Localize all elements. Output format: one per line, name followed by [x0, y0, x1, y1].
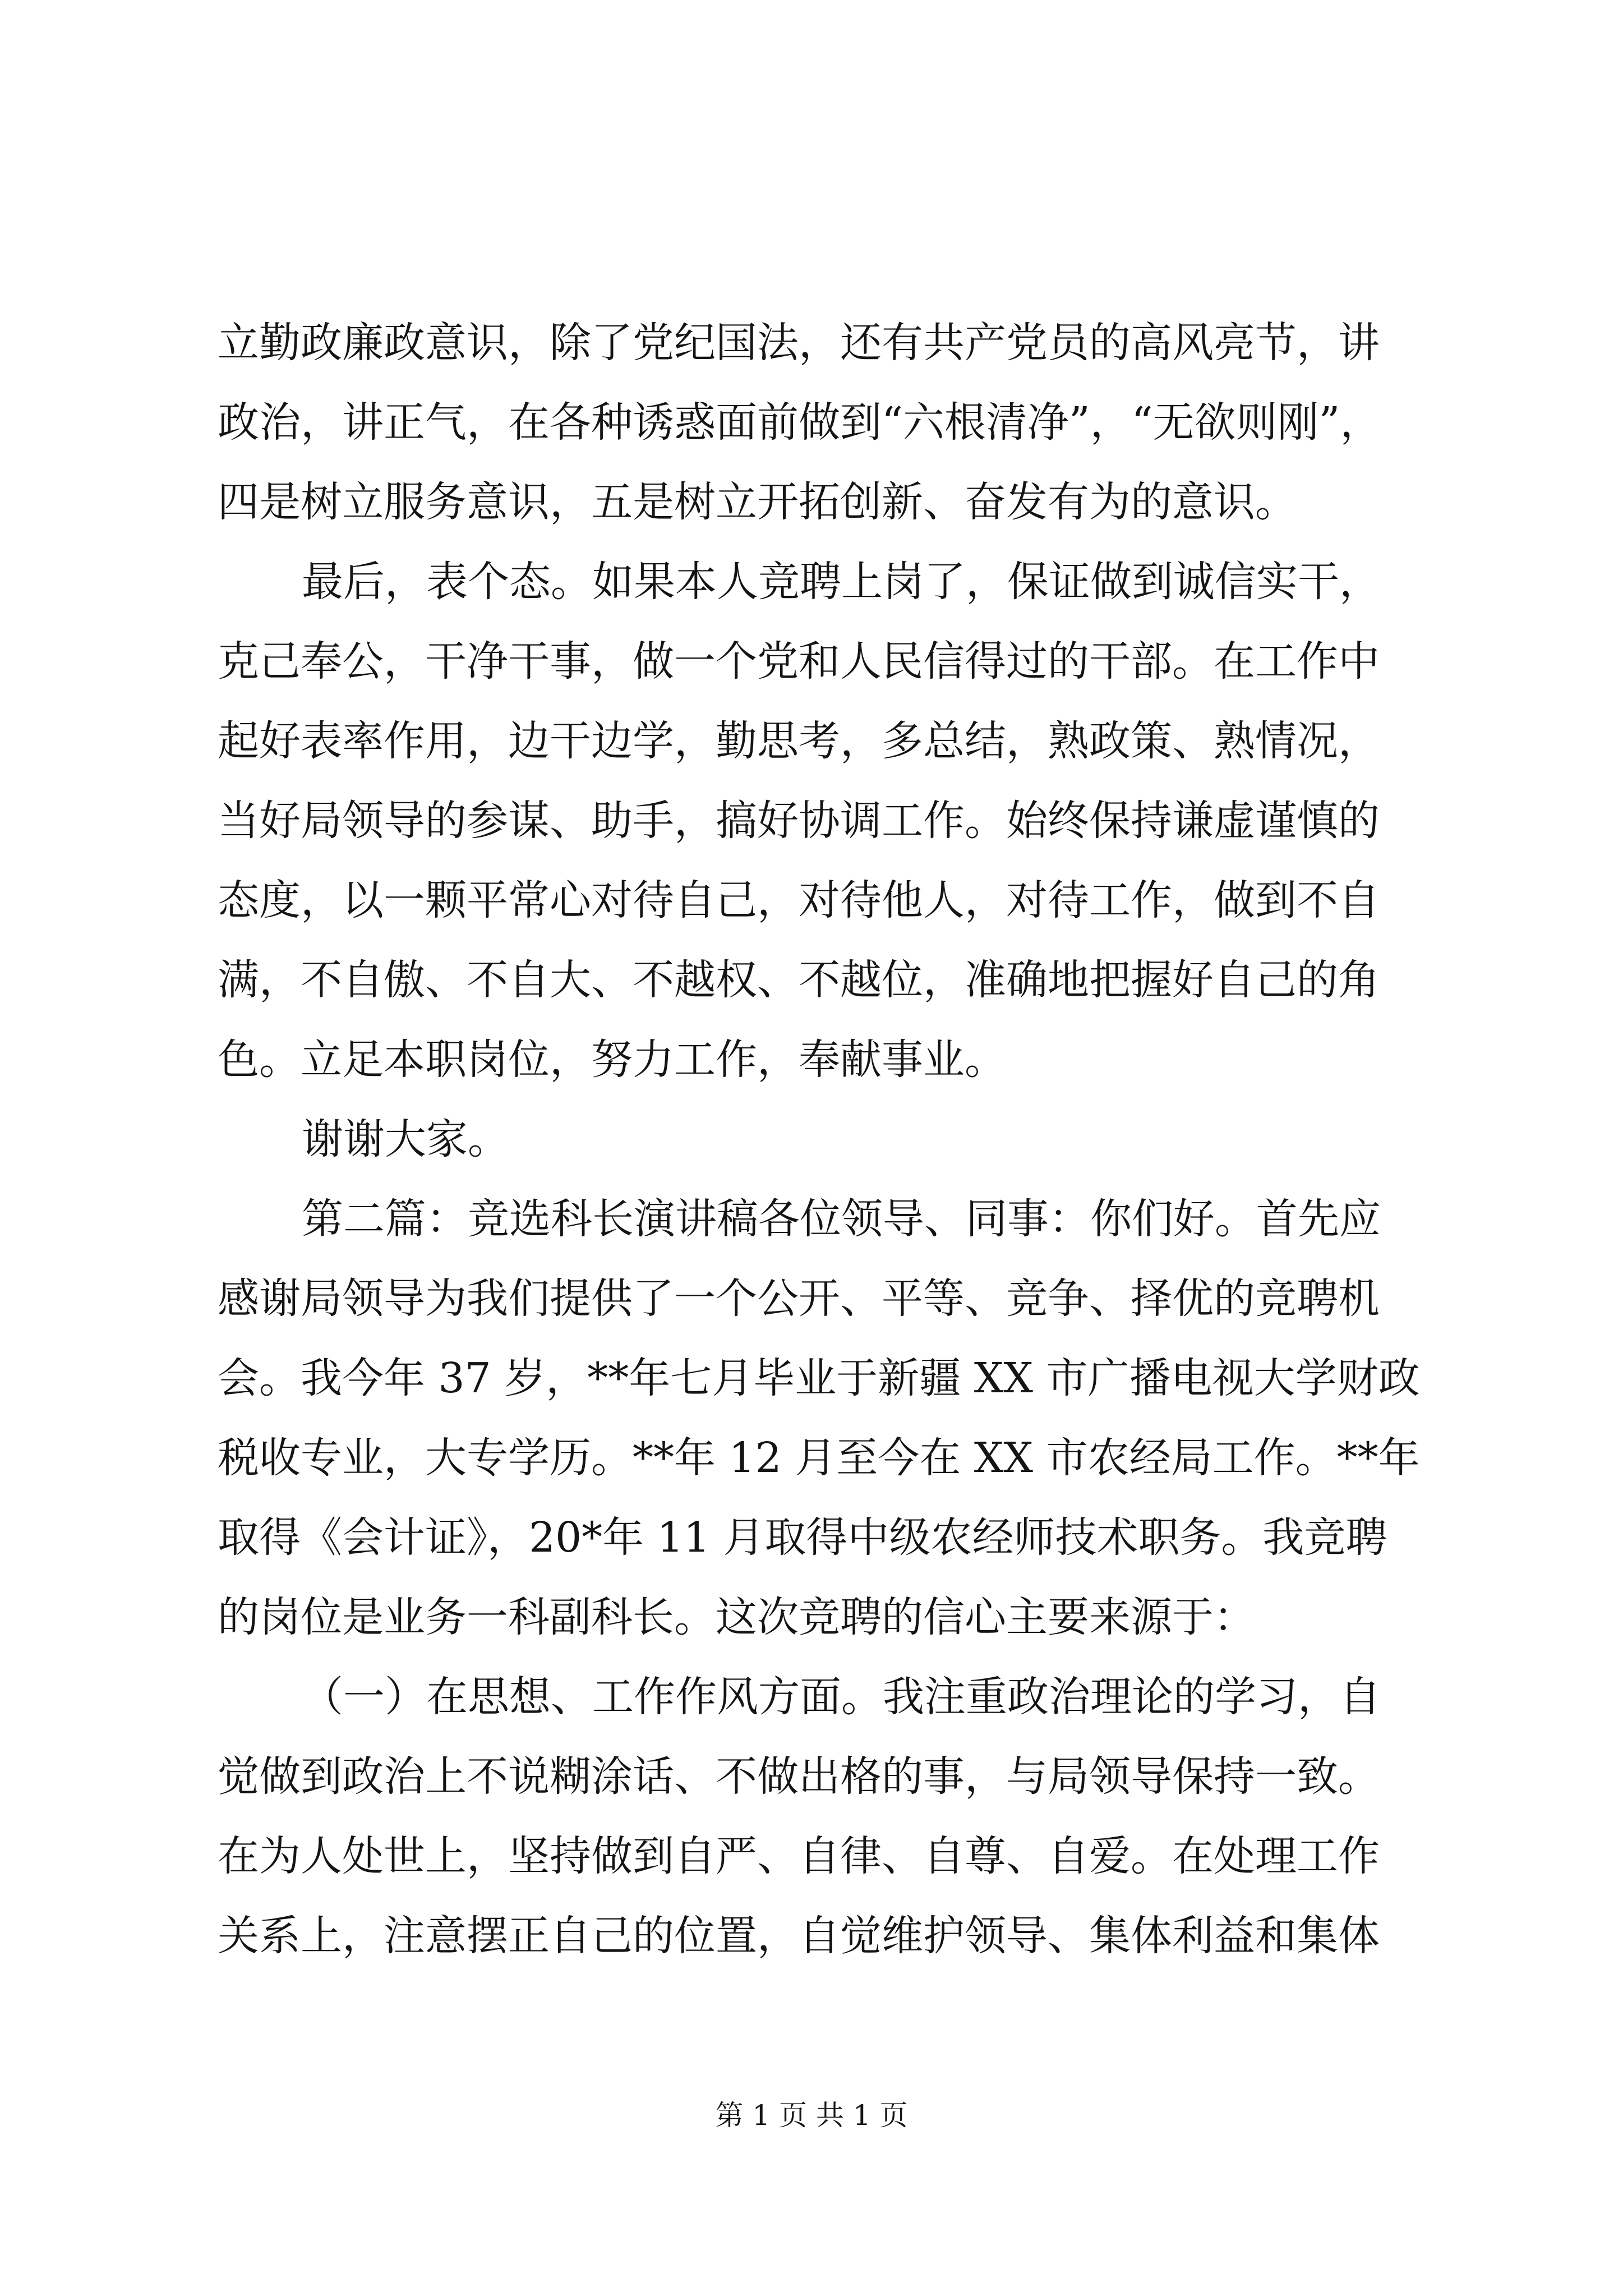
paragraph-second-speech-intro [218, 1179, 1474, 1657]
text-line: 色。立足本职岗位，努力工作，奉献事业。 [218, 1036, 1006, 1084]
document-body [218, 303, 1474, 1976]
text-line: 满，不自傲、不自大、不越权、不越位，准确地把握好自己的角 [218, 956, 1380, 1004]
page-number-footer: 第 1 页 共 1 页 [715, 2099, 908, 2132]
paragraph-thanks [218, 1099, 1474, 1179]
text-line: 关系上，注意摆正自己的位置，自觉维护领导、集体利益和集体 [218, 1912, 1380, 1960]
text-line: 四是树立服务意识，五是树立开拓创新、奋发有为的意识。 [218, 478, 1297, 526]
text-line: 态度，以一颗平常心对待自己，对待他人，对待工作，做到不自 [218, 876, 1380, 924]
text-line: 会。我今年 37 岁，**年七月毕业于新疆 XX 市广播电视大学财政 [218, 1354, 1420, 1402]
text-line: 在为人处世上，坚持做到自严、自律、自尊、自爱。在处理工作 [218, 1832, 1380, 1880]
text-line: 克己奉公，干净干事，做一个党和人民信得过的干部。在工作中 [218, 637, 1380, 685]
text-line: 最后，表个态。如果本人竞聘上岗了，保证做到诚信实干， [302, 558, 1381, 606]
text-line: 觉做到政治上不说糊涂话、不做出格的事，与局领导保持一致。 [218, 1752, 1380, 1801]
text-line: 谢谢大家。 [302, 1115, 509, 1163]
text-line: 第二篇：竞选科长演讲稿各位领导、同事：你们好。首先应 [302, 1195, 1381, 1243]
text-line: 起好表率作用，边干边学，勤思考，多总结，熟政策、熟情况， [218, 717, 1380, 765]
text-line: 税收专业，大专学历。**年 12 月至今在 XX 市农经局工作。**年 [218, 1434, 1420, 1482]
paragraph-awareness-continued [218, 303, 1474, 542]
text-line: 当好局领导的参谋、助手，搞好协调工作。始终保持谦虚谨慎的 [218, 797, 1380, 845]
text-line: 政治，讲正气，在各种诱惑面前做到“六根清净”，“无欲则刚”， [218, 398, 1382, 447]
text-line: 的岗位是业务一科副科长。这次竞聘的信心主要来源于： [218, 1593, 1255, 1641]
paragraph-section-one [218, 1657, 1474, 1976]
paragraph-final-statement [218, 542, 1474, 1099]
text-line: 取得《会计证》，20*年 11 月取得中级农经师技术职务。我竞聘 [218, 1513, 1387, 1562]
text-line: （一）在思想、工作作风方面。我注重政治理论的学习，自 [302, 1673, 1381, 1721]
text-line: 感谢局领导为我们提供了一个公开、平等、竞争、择优的竞聘机 [218, 1274, 1380, 1323]
text-line: 立勤政廉政意识，除了党纪国法，还有共产党员的高风亮节，讲 [218, 319, 1380, 367]
